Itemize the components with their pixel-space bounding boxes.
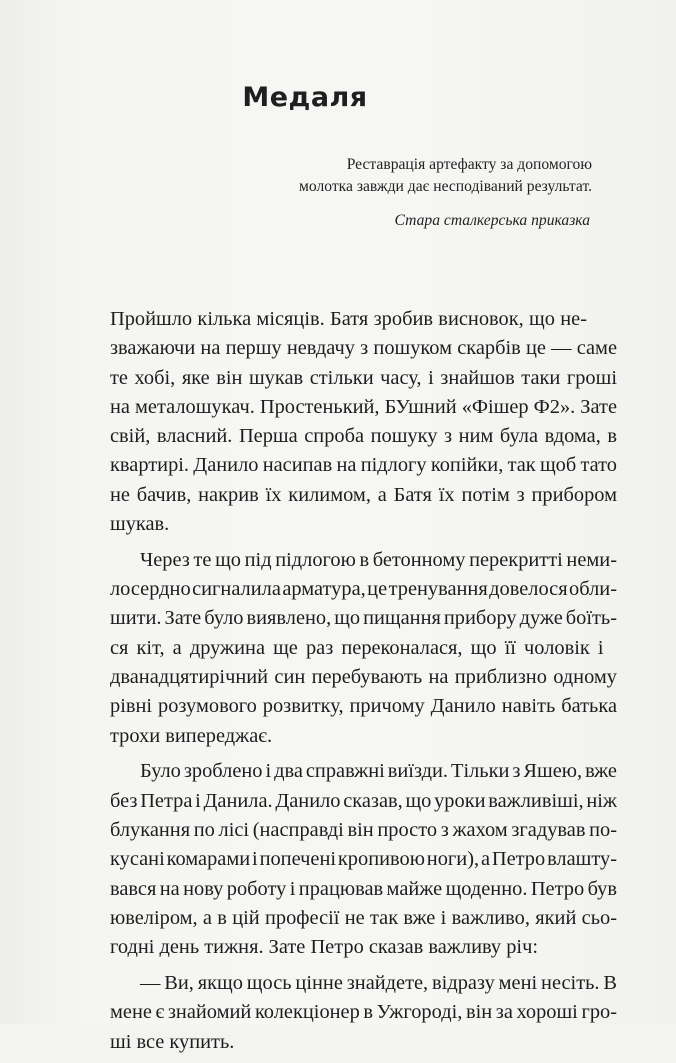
text-line: шити. Зате було виявлено, що пищання прибору дуже боїть- bbox=[110, 607, 617, 630]
text-line: свій, власний. Перша спроба пошуку з ним була вдома, в bbox=[110, 425, 617, 448]
text-line: годні день тижня. Зате Петро сказав важливу річ: bbox=[110, 936, 538, 959]
text-line: ші все купить. bbox=[110, 1030, 235, 1053]
text-line: рівні розумового розвитку, причому Данило навіть батька bbox=[110, 695, 617, 718]
text-line: вався на нову роботу і працював майже щоденно. Петро був bbox=[110, 877, 617, 900]
text-line: без Петра і Данила. Данило сказав, що уроки важливіші, ніж bbox=[110, 789, 617, 812]
epigraph bbox=[122, 154, 592, 198]
paragraph bbox=[80, 969, 617, 1057]
paragraph bbox=[80, 305, 617, 539]
text-line: блукання по лісі (насправді він просто з жахом згадував по- bbox=[110, 819, 617, 842]
text-line: трохи випереджає. bbox=[110, 724, 273, 747]
text-line: дванадцятирічний син перебувають на приблизно одному bbox=[110, 666, 617, 689]
text-line: шукав. bbox=[110, 513, 170, 536]
text-line: те хобі, яке він шукав стільки часу, і знайшов таки гроші bbox=[110, 366, 617, 389]
text-line: ювеліром, а в цій професії не так вже і важливо, який сьо- bbox=[110, 906, 617, 929]
paragraph bbox=[80, 546, 617, 751]
text-line: кусані комарами і попечені кропивою ноги), а Петро влашту- bbox=[110, 848, 617, 871]
epigraph-line: молотка завжди дає несподіваний результат. bbox=[299, 178, 592, 195]
text-line: мене є знайомий колекціонер в Ужгороді, він за хороші гро- bbox=[110, 1001, 617, 1024]
text-line: на металошукач. Простенький, БУшний «Фішер Ф2». Зате bbox=[110, 395, 617, 418]
text-line: Пройшло кілька місяців. Батя зробив висновок, що не- bbox=[110, 308, 587, 330]
text-line: не бачив, накрив їх килимом, а Батя їх потім з прибором bbox=[110, 483, 617, 506]
text-line: Через те що під підлогою в бетонному перекритті неми- bbox=[140, 548, 617, 571]
chapter-body bbox=[80, 305, 617, 1063]
text-line: зважаючи на першу невдачу з пошуком скарбів це — саме bbox=[110, 337, 617, 360]
chapter-title: Медаля bbox=[242, 82, 368, 114]
epigraph-source: Стара сталкерська приказка bbox=[394, 212, 590, 229]
paragraph bbox=[80, 757, 617, 962]
text-line: — Ви, якщо щось цінне знайдете, відразу мені несіть. В bbox=[140, 972, 617, 995]
text-line: квартирі. Данило насипав на підлогу копійки, так щоб тато bbox=[110, 454, 617, 477]
epigraph-line: Реставрація артефакту за допомогою bbox=[346, 156, 592, 173]
text-line: ся кіт, а дружина ще раз переконалася, що її чоловік і bbox=[110, 636, 604, 659]
text-line: лосердно сигналила арматура, це тренування довелося обли- bbox=[110, 578, 617, 601]
text-line: Було зроблено і два справжні виїзди. Тільки з Яшею, вже bbox=[140, 760, 617, 783]
